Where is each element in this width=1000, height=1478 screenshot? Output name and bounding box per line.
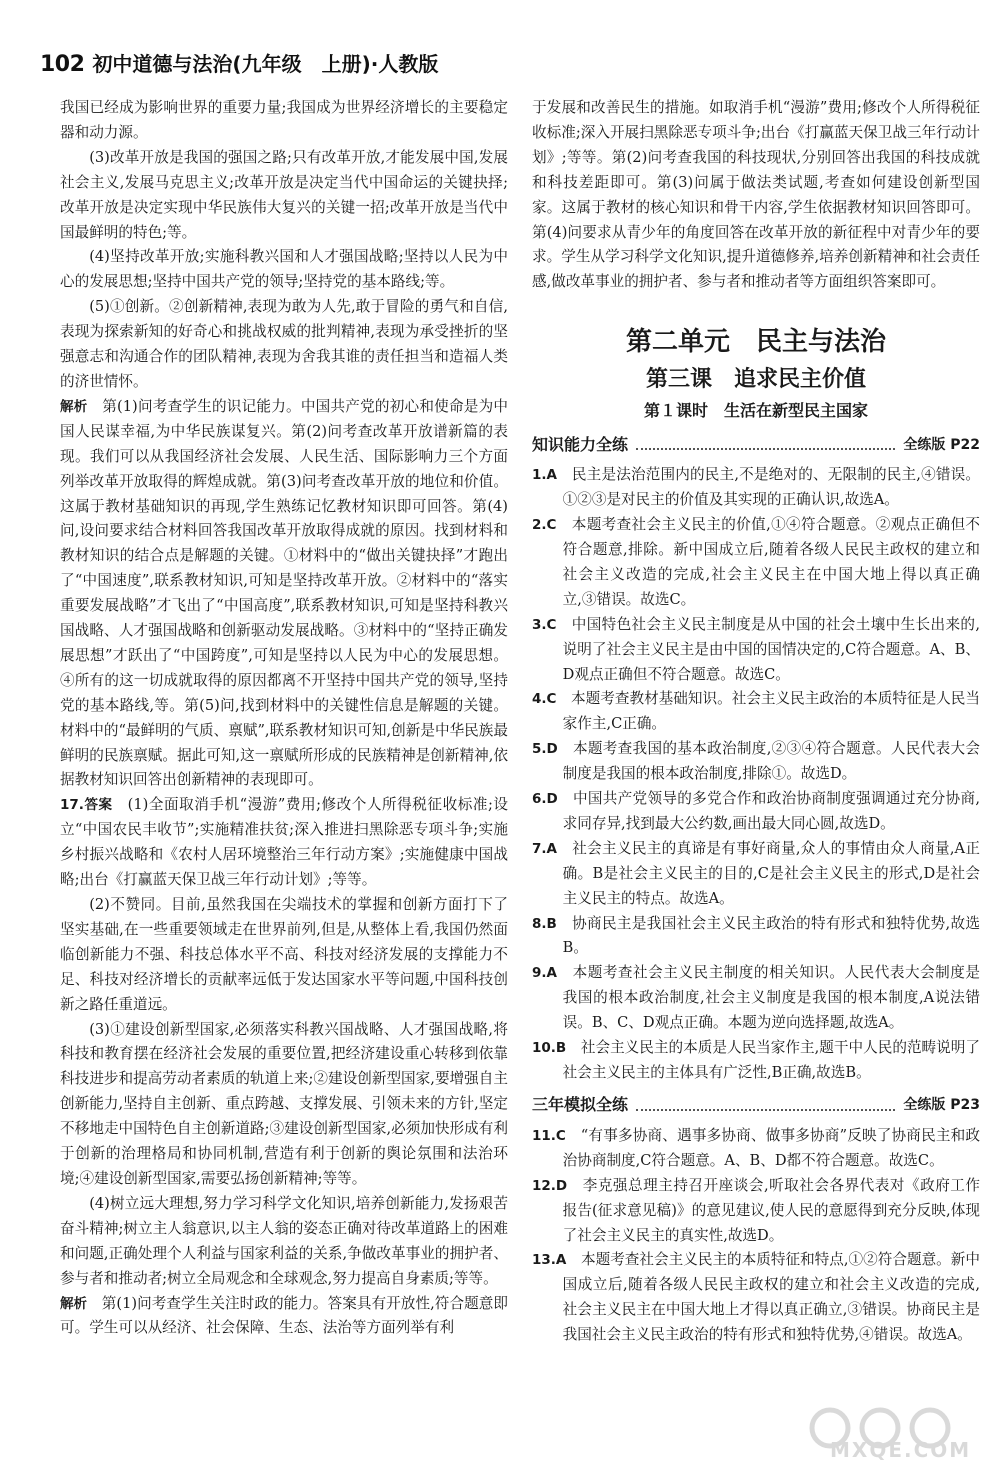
analysis-paragraph <box>60 1292 508 1342</box>
left-column <box>60 96 508 1341</box>
section-ref: 全练版 P23 <box>903 1097 980 1114</box>
answer-item-text: 社会主义民主的真谛是有事好商量,众人的事情由众人商量,A正确。B是社会主义民主的目的,C是社会主义民主的形式,D是社会主义民主的特点。故选A。 <box>556 839 980 907</box>
paragraph-text: (1)全面取消手机“漫游”费用;修改个人所得税征收标准;设立“中国农民丰收节”;实施精准扶贫;深入推进扫黑除恶专项斗争;实施乡村振兴战略和《农村人居环境整治三年行动方案》;实施健康中国战略;出台《打赢蓝天保卫战三年行动计划》;等等。 <box>60 796 508 889</box>
watermark-logo <box>800 1400 990 1470</box>
answer-item <box>532 613 980 688</box>
paragraph-text: (5)①创新。②创新精神,表现为敢为人先,敢于冒险的勇气和自信,表现为探索新知的好奇心和挑战权威的批判精神,表现为承受挫折的坚强意志和沟通合作的团队精神,表现为舍我其谁的责任担当和造福人类的济世情怀。 <box>60 298 508 390</box>
page-header <box>40 48 960 82</box>
paragraph-label: 解析 <box>60 398 88 415</box>
paragraph-text: 第(1)问考查学生关注时政的能力。答案具有开放性,符合题意即可。学生可以从经济、社会保障、生态、法治等方面列举有利 <box>60 1294 508 1337</box>
answer-item <box>532 687 980 737</box>
paragraph-text: (2)不赞同。目前,虽然我国在尖端技术的掌握和创新方面打下了坚实基础,在一些重要领域走在世界前列,但是,从整体上看,我国仍然面临创新能力不强、科技总体水平不高、科技对经济发展的支撑能力不足、科技对经济增长的贡献率远低于发达国家水平等问题,中国科技创新之路任重道远。 <box>60 896 508 1013</box>
right-column-intro <box>532 96 980 295</box>
answer-item <box>532 1124 980 1174</box>
indented-paragraph <box>60 893 508 1018</box>
indented-paragraph <box>60 146 508 246</box>
answer-item <box>532 912 980 962</box>
answer-item-text: 本题考查社会主义民主制度的相关知识。人民代表大会制度是我国的根本政治制度,社会主义制度是我国的根本制度,A说法错误。B、C、D观点正确。本题为逆向选择题,故选A。 <box>556 964 980 1032</box>
answer-list-simulation <box>532 1124 980 1348</box>
answer-paragraph <box>60 793 508 893</box>
answer-item-number: 9.A <box>532 965 557 982</box>
answer-item-text: “有事多协商、遇事多协商、做事多协商”反映了协商民主和政治协商制度,C符合题意。A、B、D都不符合题意。故选C。 <box>562 1126 980 1169</box>
answer-item-text: 民主是法治范围内的民主,不是绝对的、无限制的民主,④错误。①②③是对民主的价值及其实现的正确认识,故选A。 <box>556 466 980 509</box>
answer-item-number: 1.A <box>532 467 557 484</box>
answer-item-text: 本题考查我国的基本政治制度,②③④符合题意。人民代表大会制度是我国的根本政治制度,排除①。故选D。 <box>557 740 980 783</box>
watermark-text: MXQE.COM <box>830 1438 972 1462</box>
answer-item <box>532 513 980 613</box>
paragraph <box>532 96 980 295</box>
answer-list-knowledge <box>532 463 980 1086</box>
section-leader-dots <box>636 448 895 450</box>
answer-item-number: 3.C <box>532 616 557 633</box>
section-name: 知识能力全练 <box>532 434 629 454</box>
answer-item <box>532 737 980 787</box>
answer-item-number: 2.C <box>532 517 557 534</box>
paragraph-text: (3)①建设创新型国家,必须落实科教兴国战略、人才强国战略,将科技和教育摆在经济社会发展的重要位置,把经济建设重心转移到依靠科技进步和提高劳动者素质的轨道上来;②建设创新型国家,要增强自主创新能力,坚持自主创新、重点跨越、支撑发展、引领未来的方针,坚定不移地走中国特色自主创新道路;③建设创新型国家,必须加快形成有利于创新的治理格局和协同机制,营造有利于创新的舆论氛围和法治环境;④建设创新型国家,需要弘扬创新精神;等等。 <box>60 1020 508 1187</box>
indented-paragraph <box>60 1018 508 1192</box>
paragraph-text: (3)改革开放是我国的强国之路;只有改革开放,才能发展中国,发展社会主义,发展马克思主义;改革开放是决定当代中国命运的关键抉择;改革开放是决定实现中华民族伟大复兴的关键一招;改革开放是当代中国最鲜明的特色;等。 <box>60 148 508 241</box>
answer-item-number: 6.D <box>532 791 558 808</box>
answer-item-text: 社会主义民主的本质是人民当家作主,题干中人民的范畴说明了社会主义民主的主体具有广泛性,B正确,故选B。 <box>562 1039 980 1081</box>
paragraph-text: 第(1)问考查学生的识记能力。中国共产党的初心和使命是为中国人民谋幸福,为中华民族谋复兴。第(2)问考查改革开放谱新篇的表现。我们可以从我国经济社会发展、人民生活、国际影响力三个方面列举改革开放取得的辉煌成就。第(3)问考查改革开放的地位和价值。这属于教材基础知识的再现,学生熟练记忆教材知识即可回答。第(4)问,设问要求结合材料回答我国改革开放取得成就的原因。找到材料和教材知识的结合点是解题的关键。①材料中的“做出关键抉择”才跑出了“中国速度”,联系教材知识,可知是坚持改革开放。②材料中的“落实重要发展战略”才飞出了“中国高度”,联系教材知识,可知是坚持科教兴国战略、人才强国战略和创新驱动发展战略。③材料中的“坚持正确发展思想”才跃出了“中国跨度”,可知是坚持以人民为中心的发展思想。④所有的这一切成就取得的原因都离不开坚持中国共产党的领导,坚持党的基本路线,等。第(5)问,找到材料中的关键性信息是解题的关键。材料中的“最鲜明的气质、禀赋”,联系教材知识可知,创新是中华民族最鲜明的民族禀赋。据此可知,这一禀赋所形成的民族精神是创新精神,依据教材知识回答出创新精神的表现即可。 <box>60 397 508 789</box>
indented-paragraph <box>60 295 508 395</box>
section-header-simulation <box>532 1092 980 1120</box>
answer-item-number: 4.C <box>532 691 557 708</box>
answer-item-text: 本题考查社会主义民主的价值,①④符合题意。②观点正确但不符合题意,排除。新中国成立后,随着各级人民民主政权的建立和社会主义改造的完成,社会主义民主在中国大地上得以真正确立,③错误。故选C。 <box>556 516 980 608</box>
book-title: 初中道德与法治(九年级 上册)·人教版 <box>92 52 439 76</box>
answer-item <box>532 787 980 837</box>
answer-item-number: 7.A <box>532 840 557 857</box>
paragraph-text: (4)树立远大理想,努力学习科学文化知识,培养创新能力,发扬艰苦奋斗精神;树立主人翁意识,以主人翁的姿态正确对待改革道路上的困难和问题,正确处理个人利益与国家利益的关系,争做改革事业的拥护者、参与者和推动者;树立全局观念和全球观念,努力提高自身素质;等等。 <box>60 1194 508 1287</box>
answer-item <box>532 1248 980 1348</box>
answer-item-text: 本题考查社会主义民主的本质特征和特点,①②符合题意。新中国成立后,随着各级人民民主政权的建立和社会主义改造的完成,社会主义民主在中国大地上才得以真正确立,③错误。协商民主是我国社会主义民主政治的特有形式和独特优势,④错误。故选A。 <box>562 1251 980 1344</box>
paragraph-text: 于发展和改善民生的措施。如取消手机“漫游”费用;修改个人所得税征收标准;深入开展扫黑除恶专项斗争;出台《打赢蓝天保卫战三年行动计划》;等等。第(2)问考查我国的科技现状,分别回答出我国的科技成就和科技差距即可。第(3)问属于做法类试题,考查如何建设创新型国家。这属于教材的核心知识和骨干内容,学生依据教材知识回答即可。第(4)问要求从青少年的角度回答在改革开放的新征程中对青少年的要求。学生从学习科学文化知识,提升道德修养,培养创新精神和社会责任感,做改革事业的拥护者、参与者和推动者等方面组织答案即可。 <box>532 99 980 291</box>
answer-item <box>532 1174 980 1249</box>
answer-item <box>532 463 980 513</box>
answer-item-number: 12.D <box>532 1177 568 1194</box>
answer-item-text: 李克强总理主持召开座谈会,听取社会各界代表对《政府工作报告(征求意见稿)》的意见建议,使人民的意愿得到充分反映,体现了社会主义民主的真实性,故选D。 <box>562 1176 980 1244</box>
paragraph-text: (4)坚持改革开放;实施科教兴国和人才强国战略;坚持以人民为中心的发展思想;坚持中国共产党的领导;坚持党的基本路线;等。 <box>60 248 508 291</box>
answer-item-text: 协商民主是我国社会主义民主政治的特有形式和独特优势,故选B。 <box>556 914 980 957</box>
right-column <box>532 96 980 1348</box>
section-header-knowledge <box>532 431 980 459</box>
lesson-title: 第三课 追求民主价值 <box>645 367 866 393</box>
answer-item-text: 中国共产党领导的多党合作和政治协商制度强调通过充分协商,求同存异,找到最大公约数,画出最大同心圆,故选D。 <box>557 790 980 832</box>
answer-item-number: 8.B <box>532 915 557 932</box>
analysis-paragraph <box>60 395 508 794</box>
answer-item-text: 本题考查教材基础知识。社会主义民主政治的本质特征是人民当家作主,C正确。 <box>556 690 980 733</box>
page-number: 102 <box>40 52 85 77</box>
paragraph-label: 17.答案 <box>60 797 113 814</box>
answer-item-number: 10.B <box>532 1040 567 1057</box>
answer-item <box>532 837 980 912</box>
answer-item <box>532 1036 980 1086</box>
answer-item-text: 中国特色社会主义民主制度是从中国的社会土壤中生长出来的,说明了社会主义民主是由中国的国情决定的,C符合题意。A、B、D观点正确但不符合题意。故选C。 <box>556 615 980 683</box>
answer-item-number: 11.C <box>532 1127 566 1144</box>
unit-title: 第二单元 民主与法治 <box>625 327 886 358</box>
paragraph-text: 我国已经成为影响世界的重要力量;我国成为世界经济增长的主要稳定器和动力源。 <box>60 99 508 141</box>
paragraph-label: 解析 <box>60 1295 88 1312</box>
section-ref: 全练版 P22 <box>903 436 980 453</box>
answer-item <box>532 961 980 1036</box>
section-leader-dots <box>636 1109 895 1111</box>
period-title: 第１课时 生活在新型民主国家 <box>643 401 868 421</box>
paragraph <box>60 96 508 146</box>
indented-paragraph <box>60 1192 508 1292</box>
answer-item-number: 5.D <box>532 741 558 758</box>
section-name: 三年模拟全练 <box>532 1095 629 1115</box>
answer-item-number: 13.A <box>532 1252 567 1269</box>
indented-paragraph <box>60 245 508 295</box>
